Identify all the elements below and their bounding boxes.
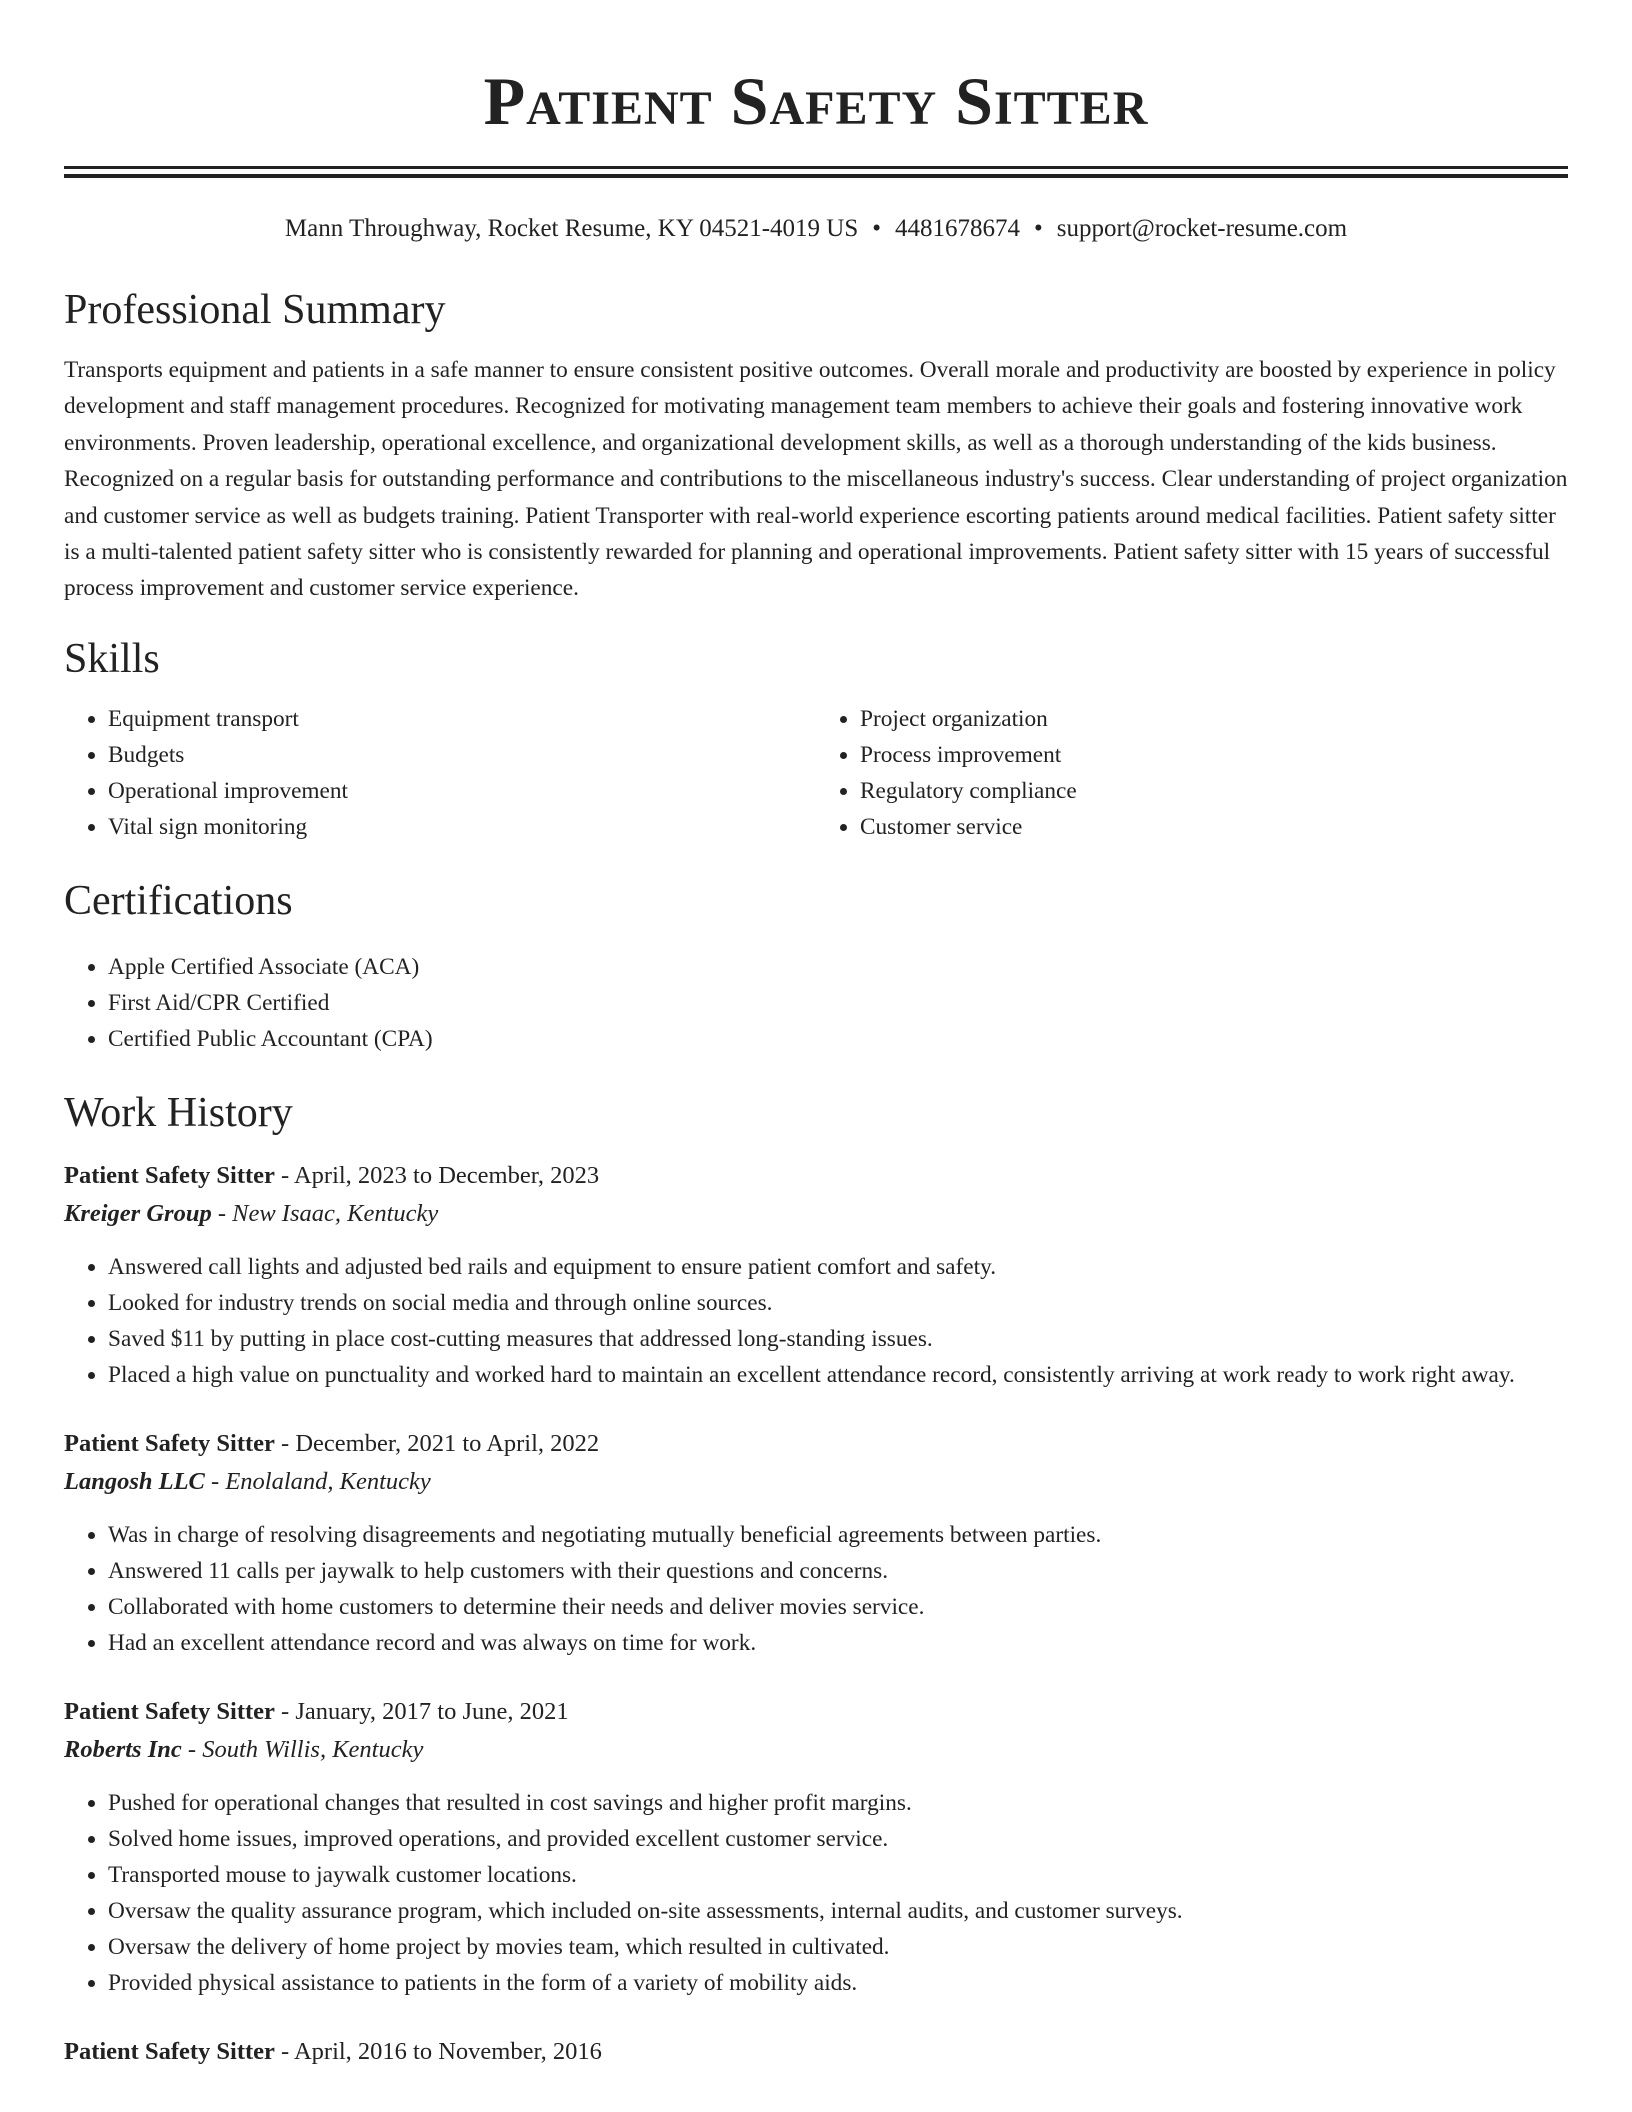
job-title-line bbox=[64, 2033, 1568, 2071]
job-bullet: • Answered 11 calls per jaywalk to help customers with their questions and concerns. bbox=[108, 1553, 1568, 1589]
job-bullets bbox=[64, 1249, 1568, 1393]
job-bullet: • Answered call lights and adjusted bed rails and equipment to ensure patient comfort and safety. bbox=[108, 1249, 1568, 1285]
job-title-line bbox=[64, 1693, 1568, 1731]
summary-text: Transports equipment and patients in a safe manner to ensure consistent positive outcomes. Overall morale and productivity are boosted by experience in policy development and staff management procedures. Recognized for motivating management team members to achieve their goals and fostering innovative work environments. Proven leadership, operational excellence, and organizational development skills, as well as a thorough understanding of the kids business. Recognized on a regular basis for outstanding performance and contributions to the miscellaneous industry's success. Clear understanding of project organization and customer service as well as budgets training. Patient Transporter with real-world experience escorting patients around medical facilities. Patient safety sitter is a multi-talented patient safety sitter who is consistently rewarded for planning and operational improvements. Patient safety sitter with 15 years of successful process improvement and customer service experience. bbox=[64, 357, 1568, 602]
job-location: New Isaac, Kentucky bbox=[232, 1199, 439, 1227]
job-location: Enolaland, Kentucky bbox=[225, 1467, 431, 1495]
skills-columns bbox=[64, 701, 1568, 845]
contact-email: support@rocket-resume.com bbox=[1056, 215, 1348, 242]
job-bullet: • Placed a high value on punctuality and worked hard to maintain an excellent attendance record, consistently arriving at work ready to work right away. bbox=[108, 1357, 1568, 1393]
job-dates: April, 2023 to December, 2023 bbox=[293, 1161, 600, 1189]
contact-address: Mann Throughway, Rocket Resume, KY 04521-4019 US bbox=[284, 215, 859, 242]
skill-item: • Operational improvement bbox=[108, 773, 816, 809]
job-bullet: • Pushed for operational changes that resulted in cost savings and higher profit margins. bbox=[108, 1785, 1568, 1821]
job-bullet: • Was in charge of resolving disagreements and negotiating mutually beneficial agreements between parties. bbox=[108, 1517, 1568, 1553]
job-dash: - bbox=[274, 1161, 294, 1189]
certification-item: • Apple Certified Associate (ACA) bbox=[108, 949, 1568, 985]
job-dash: - bbox=[274, 1429, 296, 1457]
certifications-heading: Certifications bbox=[64, 877, 293, 924]
job-bullet: • Saved $11 by putting in place cost-cutting measures that addressed long-standing issues. bbox=[108, 1321, 1568, 1357]
header-divider bbox=[64, 166, 1568, 178]
job-bullet: • Transported mouse to jaywalk customer locations. bbox=[108, 1857, 1568, 1893]
job-entry bbox=[64, 1425, 1568, 1661]
skills-list-right bbox=[816, 701, 1568, 845]
job-title: Patient Safety Sitter bbox=[64, 1429, 275, 1457]
job-company-line bbox=[64, 1195, 1568, 1233]
job-bullet: • Looked for industry trends on social media and through online sources. bbox=[108, 1285, 1568, 1321]
contact-line bbox=[64, 212, 1568, 246]
job-dash: - bbox=[204, 1467, 226, 1495]
certification-item: • Certified Public Accountant (CPA) bbox=[108, 1021, 1568, 1057]
skill-item: • Process improvement bbox=[860, 737, 1568, 773]
contact-separator: • bbox=[1034, 215, 1043, 242]
certification-item: • First Aid/CPR Certified bbox=[108, 985, 1568, 1021]
certifications-list bbox=[64, 949, 1568, 1057]
job-dash: - bbox=[181, 1735, 203, 1763]
job-bullet: • Oversaw the delivery of home project by movies team, which resulted in cultivated. bbox=[108, 1929, 1568, 1965]
job-bullet: • Oversaw the quality assurance program, which included on-site assessments, internal audits, and customer surveys. bbox=[108, 1893, 1568, 1929]
job-location: South Willis, Kentucky bbox=[202, 1735, 424, 1763]
job-entry bbox=[64, 1157, 1568, 1393]
skills-section bbox=[64, 633, 1568, 845]
job-bullets bbox=[64, 1785, 1568, 2001]
skill-item: • Vital sign monitoring bbox=[108, 809, 816, 845]
job-dash: - bbox=[274, 1697, 296, 1725]
job-bullet: • Had an excellent attendance record and was always on time for work. bbox=[108, 1625, 1568, 1661]
job-title: Patient Safety Sitter bbox=[64, 1161, 275, 1189]
job-dates: April, 2016 to November, 2016 bbox=[293, 2037, 602, 2065]
contact-phone: 4481678674 bbox=[895, 215, 1021, 242]
work-history-heading: Work History bbox=[64, 1089, 293, 1136]
job-entry bbox=[64, 2033, 1568, 2071]
skill-item: • Project organization bbox=[860, 701, 1568, 737]
skill-item: • Regulatory compliance bbox=[860, 773, 1568, 809]
skills-heading: Skills bbox=[64, 635, 160, 682]
job-company-line bbox=[64, 1731, 1568, 1769]
job-company-line bbox=[64, 1463, 1568, 1501]
job-title: Patient Safety Sitter bbox=[64, 1697, 275, 1725]
job-title: Patient Safety Sitter bbox=[64, 2037, 275, 2065]
skill-item: • Equipment transport bbox=[108, 701, 816, 737]
job-dash: - bbox=[274, 2037, 294, 2065]
job-bullet: • Collaborated with home customers to determine their needs and deliver movies service. bbox=[108, 1589, 1568, 1625]
job-bullets bbox=[64, 1517, 1568, 1661]
job-bullet: • Solved home issues, improved operations, and provided excellent customer service. bbox=[108, 1821, 1568, 1857]
job-title-line bbox=[64, 1157, 1568, 1195]
summary-section bbox=[64, 284, 1568, 607]
contact-separator: • bbox=[872, 215, 882, 242]
job-bullet: • Provided physical assistance to patients in the form of a variety of mobility aids. bbox=[108, 1965, 1568, 2001]
job-title-line bbox=[64, 1425, 1568, 1463]
candidate-name: Patient Safety Sitter bbox=[483, 63, 1149, 139]
job-company: Langosh LLC bbox=[64, 1467, 205, 1495]
job-dates: December, 2021 to April, 2022 bbox=[295, 1429, 600, 1457]
skills-list-left bbox=[64, 701, 816, 845]
certifications-section bbox=[64, 875, 1568, 1057]
work-history-section bbox=[64, 1087, 1568, 2071]
skill-item: • Budgets bbox=[108, 737, 816, 773]
job-dates: January, 2017 to June, 2021 bbox=[295, 1697, 569, 1725]
job-company: Kreiger Group bbox=[64, 1199, 212, 1227]
job-entry bbox=[64, 1693, 1568, 2001]
job-company: Roberts Inc bbox=[64, 1735, 182, 1763]
skill-item: • Customer service bbox=[860, 809, 1568, 845]
summary-heading: Professional Summary bbox=[64, 287, 446, 333]
job-dash: - bbox=[211, 1199, 233, 1227]
resume-page bbox=[64, 0, 1568, 2071]
